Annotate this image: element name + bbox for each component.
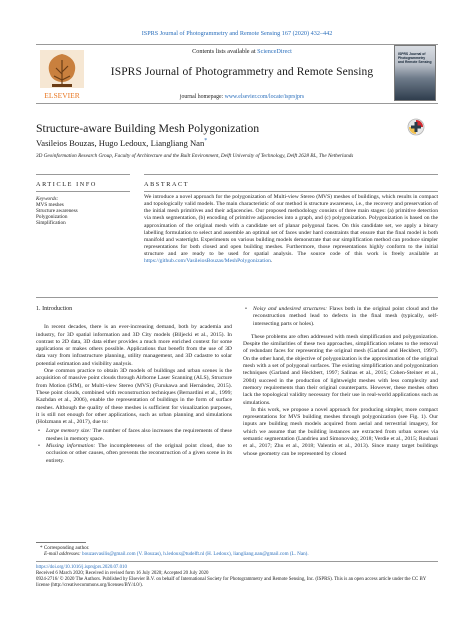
intro-paragraph-1: In recent decades, there is an ever-increasing demand, both by academia and industry, for 3D spatial information and 3D City models (Biljecki et al., 2015). In contrast to 2D data, 3D data either provides a much more enriched context for some applications or makes others possible. Applications that benefit from the use of 3D data vary from infrastructure planning, utility management, and 3D cadastre to solar potential estimation and visibility analysis. <box>36 324 232 367</box>
publisher-wordmark: ELSEVIER <box>44 91 80 100</box>
received-dates: Received 6 March 2020; Received in revised form 16 July 2020; Accepted 20 July 2020 <box>36 571 209 576</box>
keyword-item: Simplification <box>36 220 66 226</box>
article-info-heading: ARTICLE INFO <box>36 181 97 188</box>
email-note <box>36 551 438 557</box>
email-addresses[interactable]: bouzasvasilis@gmail.com (V. Bouzas), h.ledoux@tudelft.nl (H. Ledoux), liangliang.nan@gmail.com (L. Nan). <box>82 551 309 558</box>
keyword-item: Structure awareness <box>36 208 78 214</box>
bullet-term: Large memory size: <box>46 428 92 435</box>
sciencedirect-link[interactable]: ScienceDirect <box>257 48 292 55</box>
corresponding-note: * Corresponding author. <box>40 545 90 551</box>
divider-info-mid <box>36 191 130 192</box>
right-column <box>243 306 438 458</box>
intro-paragraph-4: In this work, we propose a novel approach for producing simpler, more compact representations for MVS building meshes through polygonization (see Fig. 1). Our inputs are building mesh models acquired from aerial and terrestrial imagery, for which we assume that the building instances are extracted from urban scenes via semantic segmentation (Landrieu and Simonovsky, 2018; Verdie et al., 2015; Rouhani et al., 2017; Zhu et al., 2018; Valentin et al., 2013). Since many target buildings whose geometry can be represented by closed <box>243 406 438 457</box>
corresponding-author-asterisk[interactable]: * <box>204 138 208 145</box>
authors <box>36 138 207 148</box>
list-item <box>253 306 438 328</box>
author-list: Vasileios Bouzas, Hugo Ledoux, Liangliang Nan <box>36 138 205 148</box>
divider-abstract-top <box>144 174 438 175</box>
journal-cover-image[interactable] <box>394 45 436 101</box>
keyword-item: Polygonization <box>36 214 68 220</box>
homepage-link[interactable]: www.elsevier.com/locate/isprsjprs <box>224 94 305 100</box>
contents-line <box>92 48 392 55</box>
bullet-text: Flaws both in the original point cloud and the reconstruction method lead to defects in the final mesh (typically, self-intersecting parts or holes). <box>253 306 438 327</box>
copyright-notice: 0924-2716/ © 2020 The Authors. Published by Elsevier B.V. on behalf of International Society for Photogrammetry and Remote Sensing, Inc. (ISPRS). This is an open access article under the CC BY license (http://creativecommons.org/licenses/BY/4.0/). <box>36 577 427 588</box>
divider-abstract-mid <box>144 191 438 192</box>
bullet-term: Missing information: <box>46 443 96 450</box>
affiliation: 3D Geoinformation Research Group, Faculty of Architecture and the Built Environment, Delft University of Technology, Delft 2628 BL, The Netherlands <box>36 153 354 159</box>
intro-paragraph-3: These problems are often addressed with mesh simplification and polygonization. Despite the similarities of these two approaches, simplification relates to the removal of redundant faces for representing the original mesh (Garland and Heckbert, 1997). On the other hand, the objective of polygonization is the approximation of the original mesh with a set of polygonal surfaces. The existing simplification and polygonization techniques (Garland and Heckbert, 1997; Salinas et al., 2015; Cohen-Steiner et al., 2004) succeed in the production of lightweight meshes with less complexity and memory requirements than their original counterparts. However, these meshes often lack the topological validity necessary for their use in real-world applications such as simulations. <box>243 333 438 406</box>
abstract-text <box>144 194 438 266</box>
limitations-list <box>36 428 232 464</box>
source-code-link[interactable]: https://github.com/VasileiosBouzas/MeshPolygonization <box>144 258 271 265</box>
doi-link[interactable]: https://doi.org/10.1016/j.isprsjprs.2020.07.010 <box>36 565 127 570</box>
abstract-heading: ABSTRACT <box>144 181 190 188</box>
limitations-list-continued <box>243 306 438 328</box>
bullet-term: Noisy and undesired structures: <box>253 306 328 312</box>
elsevier-logo[interactable] <box>38 48 86 102</box>
keywords-list <box>36 202 78 226</box>
cover-title: ISPRS Journal of Photogrammetry and Remote Sensing <box>398 52 432 64</box>
homepage-line <box>92 94 392 100</box>
divider-body-top <box>36 297 438 298</box>
keyword-item: MVS meshes <box>36 202 64 208</box>
email-label: E-mail addresses: <box>44 551 81 558</box>
list-item <box>46 428 232 443</box>
introduction-heading: 1. Introduction <box>36 306 73 312</box>
homepage-prefix: journal homepage: <box>179 94 225 100</box>
publication-info <box>36 565 438 589</box>
contents-prefix: Contents lists available at <box>192 48 258 55</box>
abstract-paragraph: We introduce a novel approach for the polygonization of Multi-view Stereo (MVS) meshes of buildings, which results in compact and topologically valid models. The main characteristic of our method is structure awareness, i.e., the recovery and preservation of the initial mesh primitives and their adjacencies. Our proposed methodology consists of three main stages: (a) primitive detection via mesh segmentation, (b) encoding of primitive adjacencies into a graph, and (c) polygonization. Polygonization is based on the approximation of the original mesh with a candidate set of planar polygonal faces. On this candidate set, we apply a binary labelling formulation to select and assemble an optimal set of faces under hard constraints that ensure that the final model is both manifold and watertight. Experiments on various building models demonstrate that our simplification method can produce simpler representations for both closed and open building meshes. Furthermore, those representations highly conform to the initial structure and are ready to be used for spatial analysis. The source code of this work is freely available at <box>144 194 438 258</box>
left-column <box>36 306 232 467</box>
bullet-text: The number of faces also increases the requirements of these meshes in memory space. <box>46 428 232 442</box>
bullet-text: The incompleteness of the original point cloud, due to occlusion or other causes, often prevents the reconstruction of a given scene in its entirety. <box>46 443 232 464</box>
article-title: Structure-aware Building Mesh Polygonization <box>36 121 260 135</box>
footnotes <box>36 545 438 557</box>
crossmark-button[interactable] <box>396 116 436 144</box>
intro-paragraph-2: One common practice to obtain 3D models of buildings and urban scenes is the acquisition of massive point clouds through Airborne Laser Scanning (ALS), Structure from Motion (SfM), or Multi-view Stereo (MVS) (Furukawa and Hernández, 2015). These point clouds, combined with reconstruction techniques (Bernardini et al., 1999; Kazhdan et al., 2006), enable the representation of buildings in the form of surface meshes. Although the quality of these meshes is sufficient for visualization purposes, it is still not enough for other applications, such as urban planning and simulations (Holzmann et al., 2017), due to: <box>36 368 232 426</box>
corresponding-text: Corresponding author. <box>43 545 90 551</box>
divider-info-top <box>36 174 130 175</box>
divider-bottom <box>36 561 438 562</box>
keywords-title: Keywords: <box>36 196 59 202</box>
running-head[interactable]: ISPRS Journal of Photogrammetry and Remote Sensing 167 (2020) 432–442 <box>141 30 333 37</box>
elsevier-tree-logo <box>38 48 86 102</box>
list-item <box>46 443 232 465</box>
crossmark-icon <box>396 116 436 144</box>
journal-title: ISPRS Journal of Photogrammetry and Remote Sensing <box>110 66 374 78</box>
abstract-end: . <box>270 258 273 265</box>
footnote-separator <box>36 542 86 543</box>
